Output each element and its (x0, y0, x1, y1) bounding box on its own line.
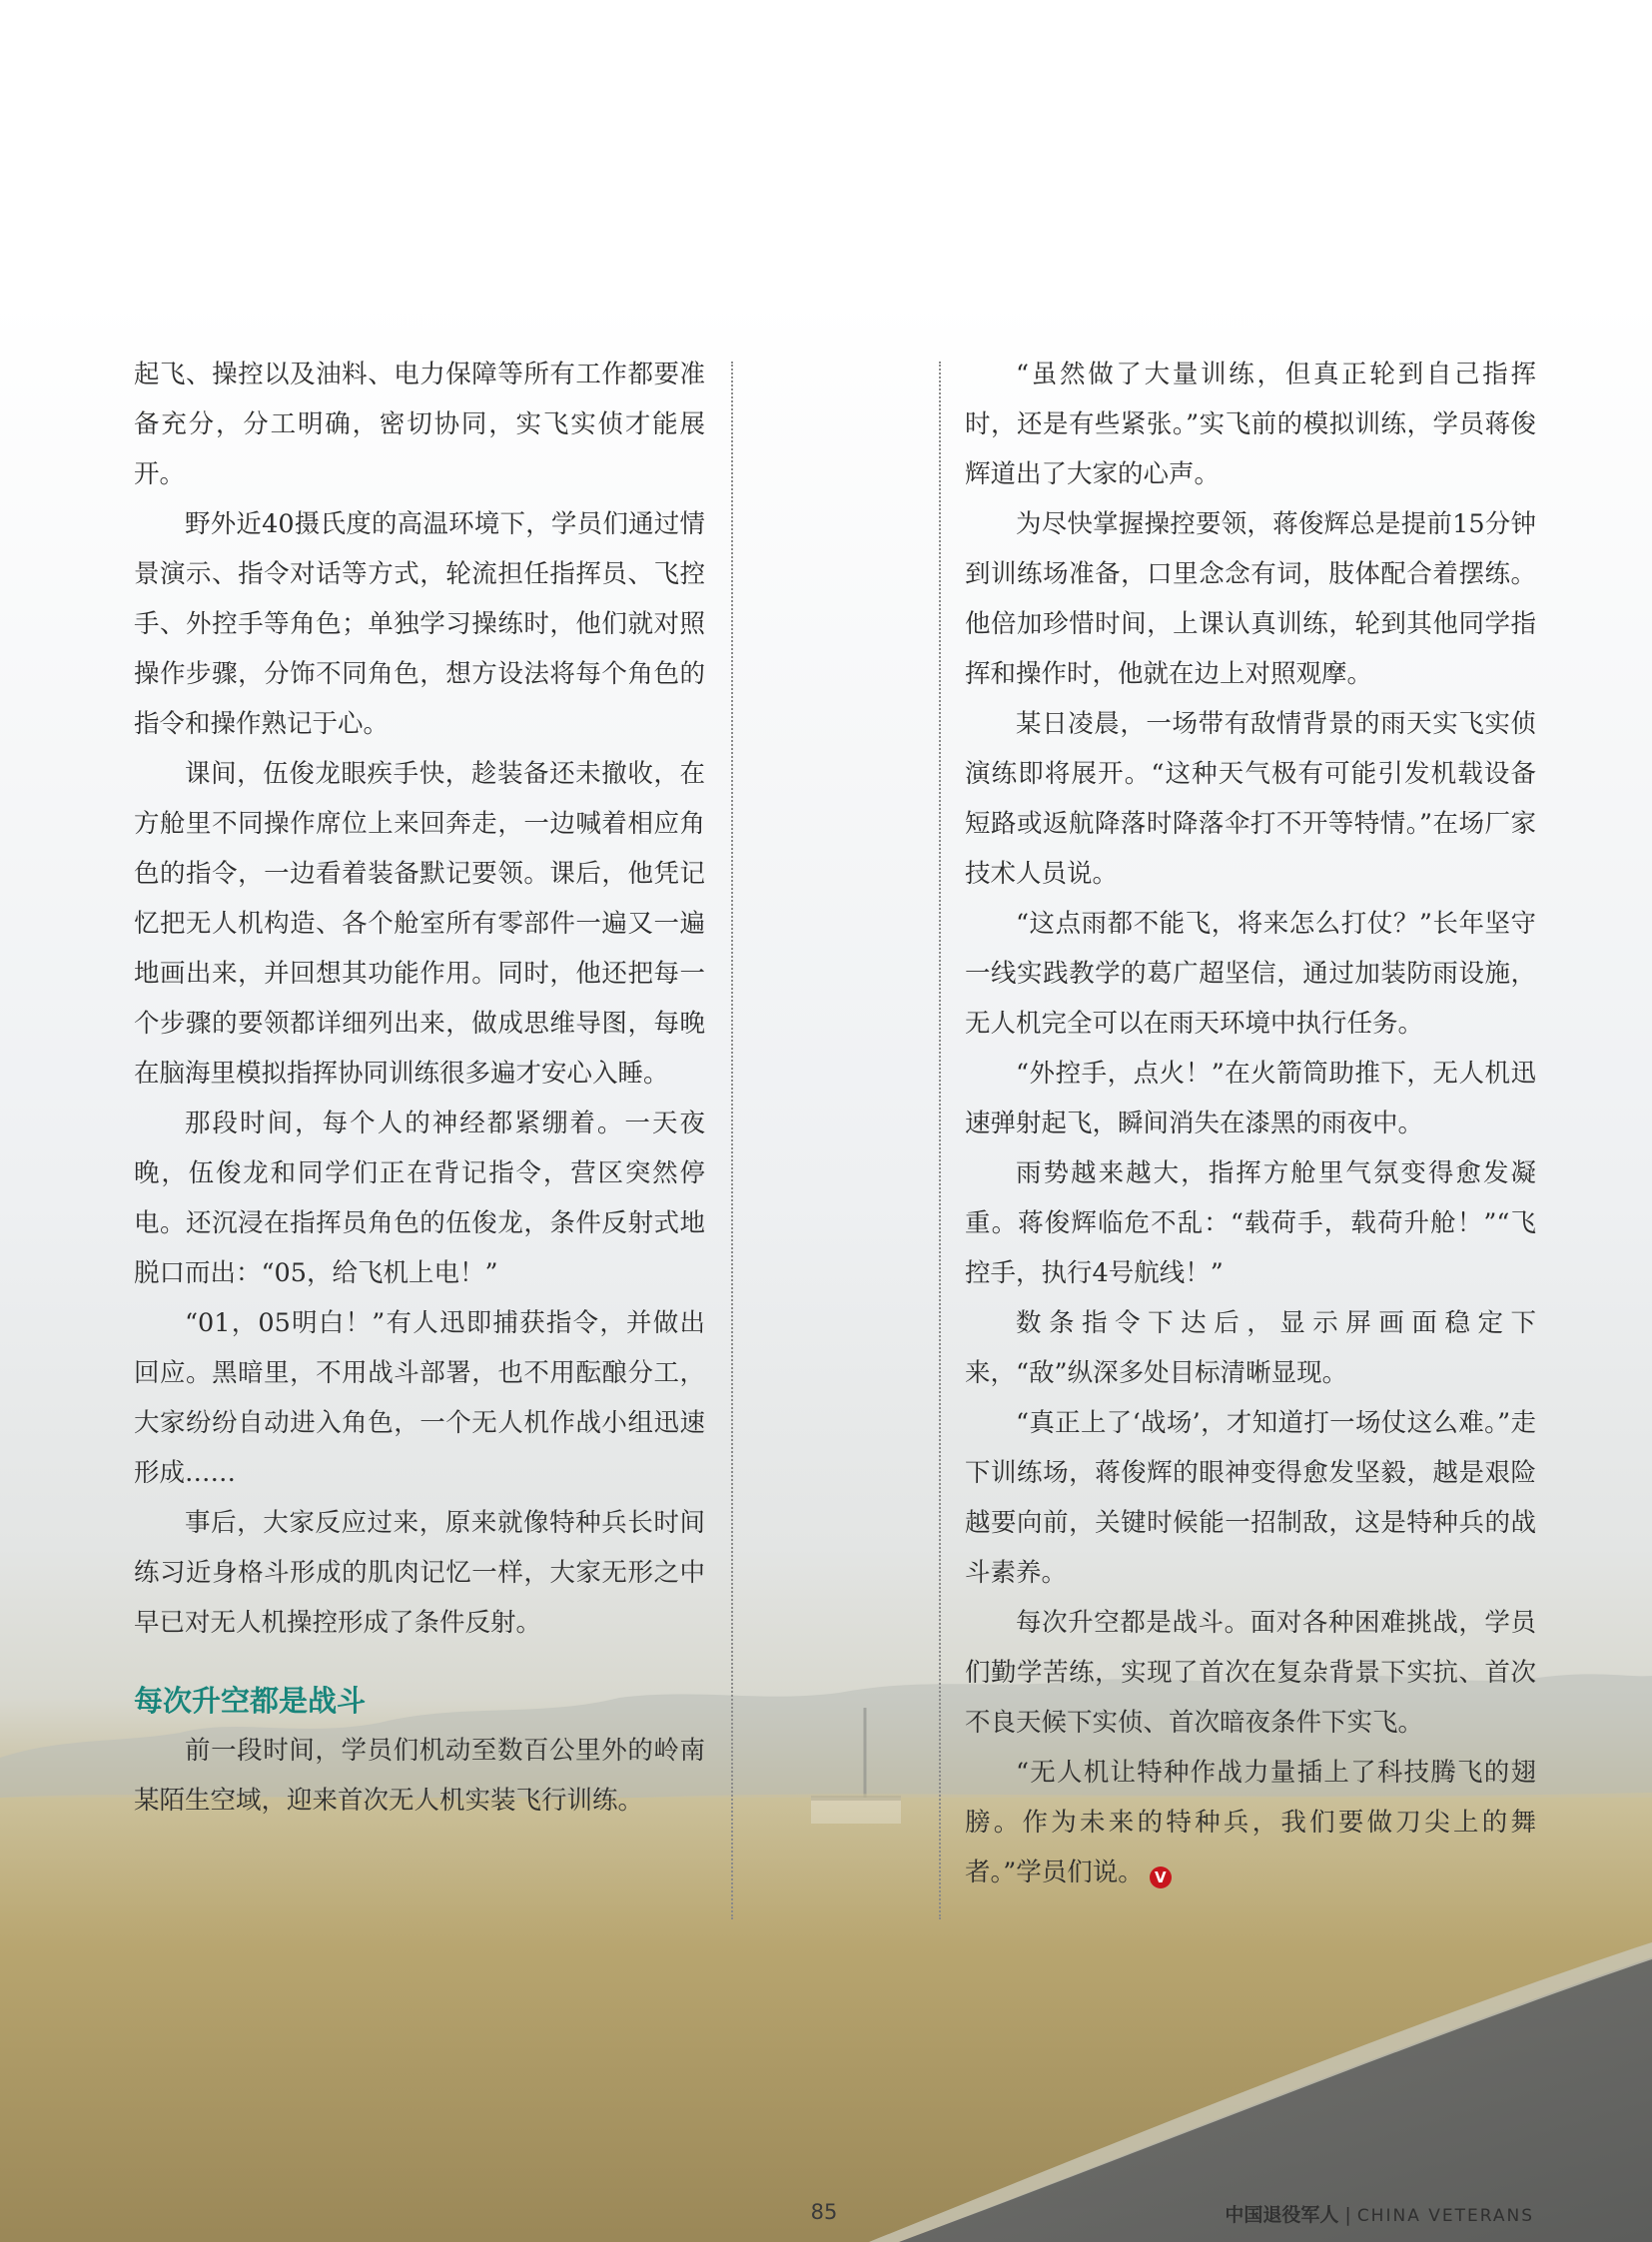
right-paragraph-6: 雨势越来越大，指挥方舱里气氛变得愈发凝重。蒋俊辉临危不乱：“载荷手，载荷升舱！”“飞控手，执行4号航线！” (965, 1158, 1536, 1288)
left-paragraph-1: 起飞、操控以及油料、电力保障等所有工作都要准备充分，分工明确，密切协同，实飞实侦才能展开。 (134, 360, 705, 489)
magazine-name-en: CHINA VETERANS (1356, 2206, 1534, 2226)
column-divider-left (731, 362, 733, 1919)
right-paragraph-8: “真正上了‘战场’，才知道打一场仗这么难。”走下训练场，蒋俊辉的眼神变得愈发坚毅，越是艰险越要向前，关键时候能一招制敌，这是特种兵的战斗素养。 (965, 1408, 1536, 1588)
magazine-name-cn: 中国退役军人 (1225, 2204, 1339, 2226)
left-paragraph-3: 课间，伍俊龙眼疾手快，趁装备还未撤收，在方舱里不同操作席位上来回奔走，一边喊着相应角色的指令，一边看着装备默记要领。课后，他凭记忆把无人机构造、各个舱室所有零部件一遍又一遍地画出来，并回想其功能作用。同时，他还把每一个步骤的要领都详细列出来，做成思维导图，每晚在脑海里模拟指挥协同训练很多遍才安心入睡。 (134, 759, 705, 1089)
right-paragraph-9: 每次升空都是战斗。面对各种困难挑战，学员们勤学苦练，实现了首次在复杂背景下实抗、首次不良天候下实侦、首次暗夜条件下实飞。 (965, 1608, 1536, 1738)
left-paragraph-4: 那段时间，每个人的神经都紧绷着。一天夜晚，伍俊龙和同学们正在背记指令，营区突然停电。还沉浸在指挥员角色的伍俊龙，条件反射式地脱口而出：“05，给飞机上电！” (134, 1109, 705, 1288)
right-paragraph-1: “虽然做了大量训练，但真正轮到自己指挥时，还是有些紧张。”实飞前的模拟训练，学员蒋俊辉道出了大家的心声。 (965, 360, 1536, 489)
section-subheading: 每次升空都是战斗 (134, 1684, 367, 1718)
right-paragraph-2: 为尽快掌握操控要领，蒋俊辉总是提前15分钟到训练场准备，口里念念有词，肢体配合着摆练。他倍加珍惜时间，上课认真训练，轮到其他同学指挥和操作时，他就在边上对照观摩。 (965, 509, 1536, 689)
footer-separator: | (1344, 2204, 1351, 2226)
article-end-icon: V (1150, 1867, 1172, 1888)
right-paragraph-10 (965, 1748, 1536, 1897)
left-paragraph-6: 事后，大家反应过来，原来就像特种兵长时间练习近身格斗形成的肌肉记忆一样，大家无形之中早已对无人机操控形成了条件反射。 (134, 1508, 705, 1638)
page-number: 85 (810, 2200, 838, 2224)
column-divider-right (939, 362, 941, 1919)
right-paragraph-5: “外控手，点火！”在火箭筒助推下，无人机迅速弹射起飞，瞬间消失在漆黑的雨夜中。 (965, 1059, 1536, 1138)
right-paragraph-4: “这点雨都不能飞，将来怎么打仗？”长年坚守一线实践教学的葛广超坚信，通过加装防雨设施，无人机完全可以在雨天环境中执行任务。 (965, 909, 1536, 1039)
left-paragraph-5: “01，05明白！”有人迅即捕获指令，并做出回应。黑暗里，不用战斗部署，也不用酝酿分工，大家纷纷自动进入角色，一个无人机作战小组迅速形成…… (134, 1308, 705, 1488)
right-paragraph-10-text: “无人机让特种作战力量插上了科技腾飞的翅膀。作为未来的特种兵，我们要做刀尖上的舞者。”学员们说。 (965, 1758, 1536, 1887)
right-paragraph-3: 某日凌晨，一场带有敌情背景的雨天实飞实侦演练即将展开。“这种天气极有可能引发机载设备短路或返航降落时降落伞打不开等特情。”在场厂家技术人员说。 (965, 709, 1536, 889)
left-paragraph-2: 野外近40摄氏度的高温环境下，学员们通过情景演示、指令对话等方式，轮流担任指挥员、飞控手、外控手等角色；单独学习操练时，他们就对照操作步骤，分饰不同角色，想方设法将每个角色的指令和操作熟记于心。 (134, 509, 705, 739)
right-paragraph-7: 数条指令下达后，显示屏画面稳定下来，“敌”纵深多处目标清晰显现。 (965, 1308, 1536, 1388)
magazine-footer (1225, 2200, 1534, 2227)
right-column (965, 350, 1536, 1897)
left-column (134, 350, 705, 1826)
left-paragraph-7: 前一段时间，学员们机动至数百公里外的岭南某陌生空域，迎来首次无人机实装飞行训练。 (134, 1736, 705, 1816)
